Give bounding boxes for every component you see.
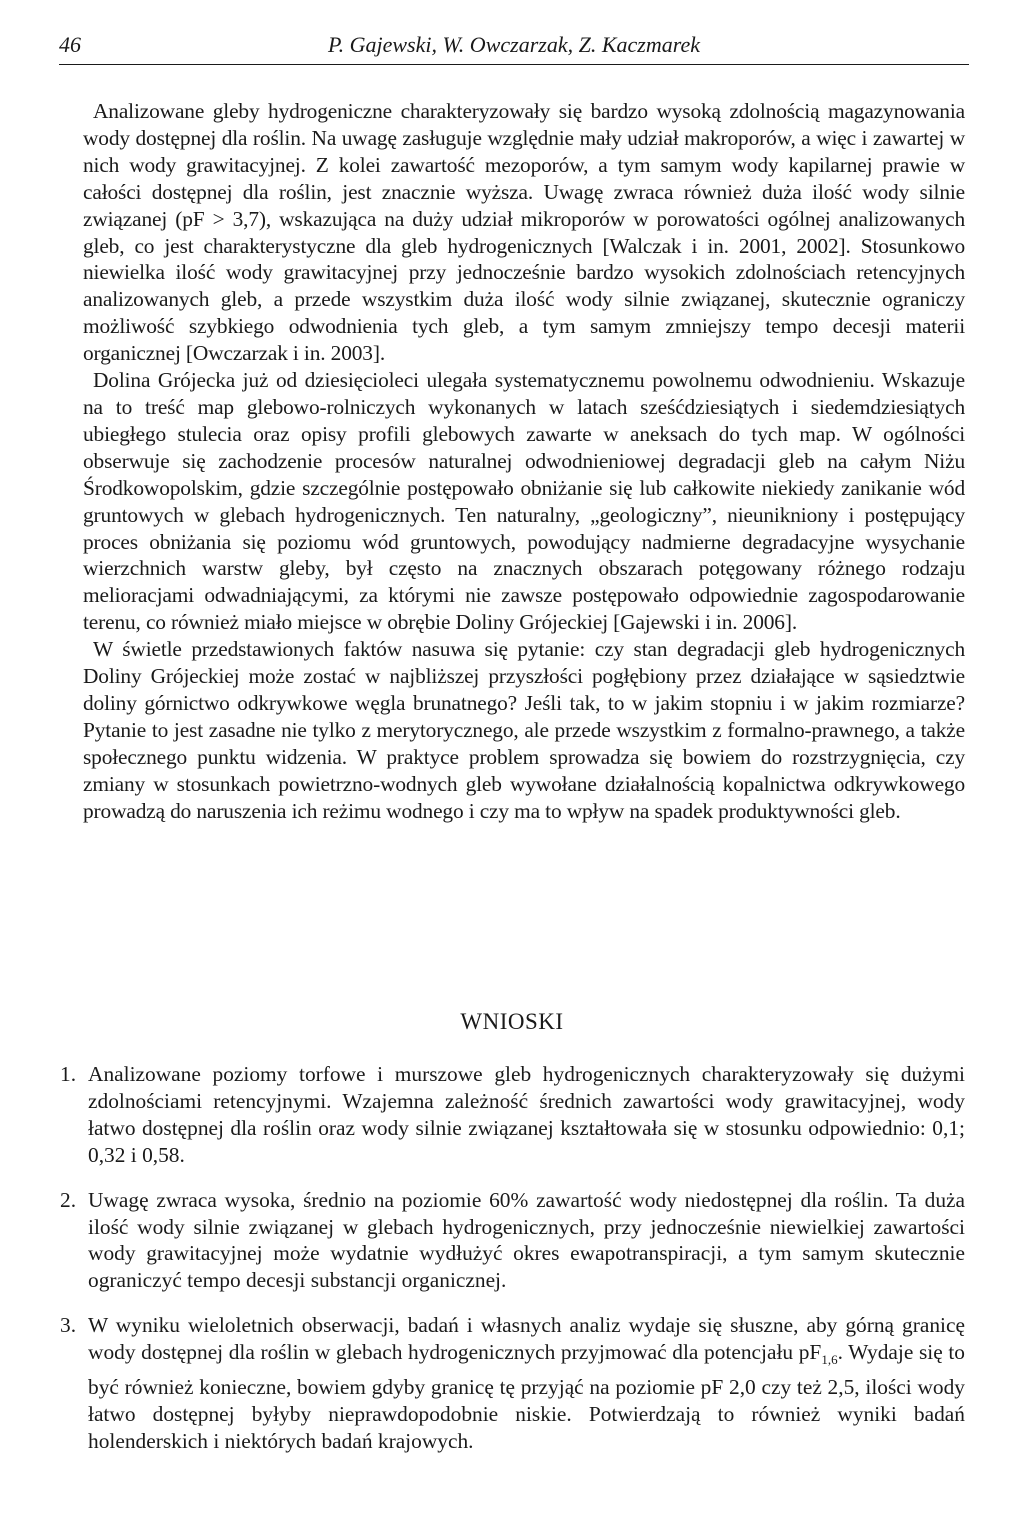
conclusion-text: Analizowane poziomy torfowe i murszowe gleb hydrogenicznych charakteryzowały się dużymi zdolnościami retencyjnymi. Wzajemna zależność średnich zawartości wody grawitacyjnej, wody łatwo dostępnej dla roślin oraz wody silnie związanej kształtowała się w stosunku odpowiednio: 0,1; 0,32 i 0,58. <box>88 1062 965 1167</box>
section-heading-conclusions: WNIOSKI <box>460 1009 564 1034</box>
conclusion-item <box>60 1312 965 1455</box>
page-number: 46 <box>59 32 81 57</box>
paragraph-research-question: W świetle przedstawionych faktów nasuwa się pytanie: czy stan degradacji gleb hydrogenicznych Doliny Grójeckiej może zostać w najbliższej przyszłości pogłębiony przez działające w sąsiedztwie doliny górnictwo odkrywkowe węgla brunatnego? Jeśli tak, to w jakim stopniu i w jakim rozmiarze? Pytanie to jest zasadne nie tylko z merytorycznego, ale przede wszystkim z formalno-prawnego, a także społecznego punktu widzenia. W praktyce problem sprowadza się bowiem do rozstrzygnięcia, czy zmiany w stosunkach powietrzno-wodnych gleb wywołane działalnością kopalnictwa odkrywkowego prowadzą do naruszenia ich reżimu wodnego i czy ma to wpływ na spadek produktywności gleb. <box>83 637 965 823</box>
conclusion-text-start: W wyniku wieloletnich obserwacji, badań i własnych analiz wydaje się słuszne, aby górną granicę wody dostępnej dla roślin w glebach hydrogenicznych przyjmować dla potencjału pF <box>88 1313 965 1365</box>
conclusion-item <box>60 1061 965 1169</box>
conclusion-item <box>60 1187 965 1295</box>
body-text <box>83 98 965 824</box>
conclusion-number: 1. <box>60 1062 77 1086</box>
conclusion-number: 3. <box>60 1313 77 1338</box>
paragraph-grojecka-valley: Dolina Grójecka już od dziesięcioleci ulegała systematycznemu powolnemu odwodnieniu. Wskazuje na to treść map glebowo-rolniczych wykonanych w latach sześćdziesiątych i siedemdziesiątych ubiegłego stulecia oraz opisy profili glebowych zawarte w aneksach do tych map. W ogólności obserwuje się zachodzenie procesów naturalnej odwodnieniowej degradacji gleb na całym Niżu Środkowopolskim, gdzie szczególnie postępowało obniżanie się lub całkowite niekiedy zanikanie wód gruntowych w glebach hydrogenicznych. Ten naturalny, „geologiczny”, nieunikniony i postępujący proces obniżania się poziomu wód gruntowych, powodujący nadmierne degradacyjne wysychanie wierzchnich warstw gleby, był często na znacznych obszarach potęgowany różnego rodzaju melioracjami odwadniającymi, za którymi nie zawsze postępowało odpowiednie zagospodarowanie terenu, co również miało miejsce w obrębie Doliny Grójeckiej [Gajewski i in. 2006]. <box>83 368 965 635</box>
conclusion-text: Uwagę zwraca wysoka, średnio na poziomie 60% zawartość wody niedostępnej dla roślin. Ta duża ilość wody silnie związanej w glebach hydrogenicznych, przy jednocześnie niewielkiej zawartości wody grawitacyjnej może wydatnie wydłużyć okres ewapotranspiracji, a tym samym skutecznie ograniczyć tempo decesji substancji organicznej. <box>88 1187 965 1293</box>
header-authors: P. Gajewski, W. Owczarzak, Z. Kaczmarek <box>328 32 700 57</box>
conclusion-text-end: . Wydaje się to być również konieczne, bowiem gdyby granicę tę przyjąć na poziomie pF 2,0 czy też 2,5, ilości wody łatwo dostępnej byłyby nieprawdopodobnie niskie. Potwierdzają to również wyniki badań holenderskich i niektórych badań krajowych. <box>88 1340 965 1453</box>
potential-subscript: 1,6 <box>821 1352 838 1368</box>
conclusion-number: 2. <box>60 1187 77 1212</box>
running-header <box>59 30 969 65</box>
paragraph-soil-retention: Analizowane gleby hydrogeniczne charakteryzowały się bardzo wysoką zdolnością magazynowania wody dostępnej dla roślin. Na uwagę zasługuje względnie mały udział makroporów, a więc i zawartej w nich wody grawitacyjnej. Z kolei zawartość mezoporów, a tym samym wody kapilarnej prawie w całości dostępnej dla roślin, jest znacznie wyższa. Uwagę zwraca również duża ilość wody silnie związanej (pF > 3,7), wskazująca na duży udział mikroporów w porowatości ogólnej analizowanych gleb, co jest charakterystyczne dla gleb hydrogenicznych [Walczak i in. 2001, 2002]. Stosunkowo niewielka ilość wody grawitacyjnej przy jednocześnie bardzo wysokich zdolnościach retencyjnych analizowanych gleb, a przede wszystkim duża ilość wody silnie związanej, skutecznie ograniczy możliwość szybkiego odwodnienia tych gleb, a tym samym zmniejszy tempo decesji materii organicznej [Owczarzak i in. 2003]. <box>83 99 965 366</box>
conclusions-list <box>60 1061 965 1455</box>
